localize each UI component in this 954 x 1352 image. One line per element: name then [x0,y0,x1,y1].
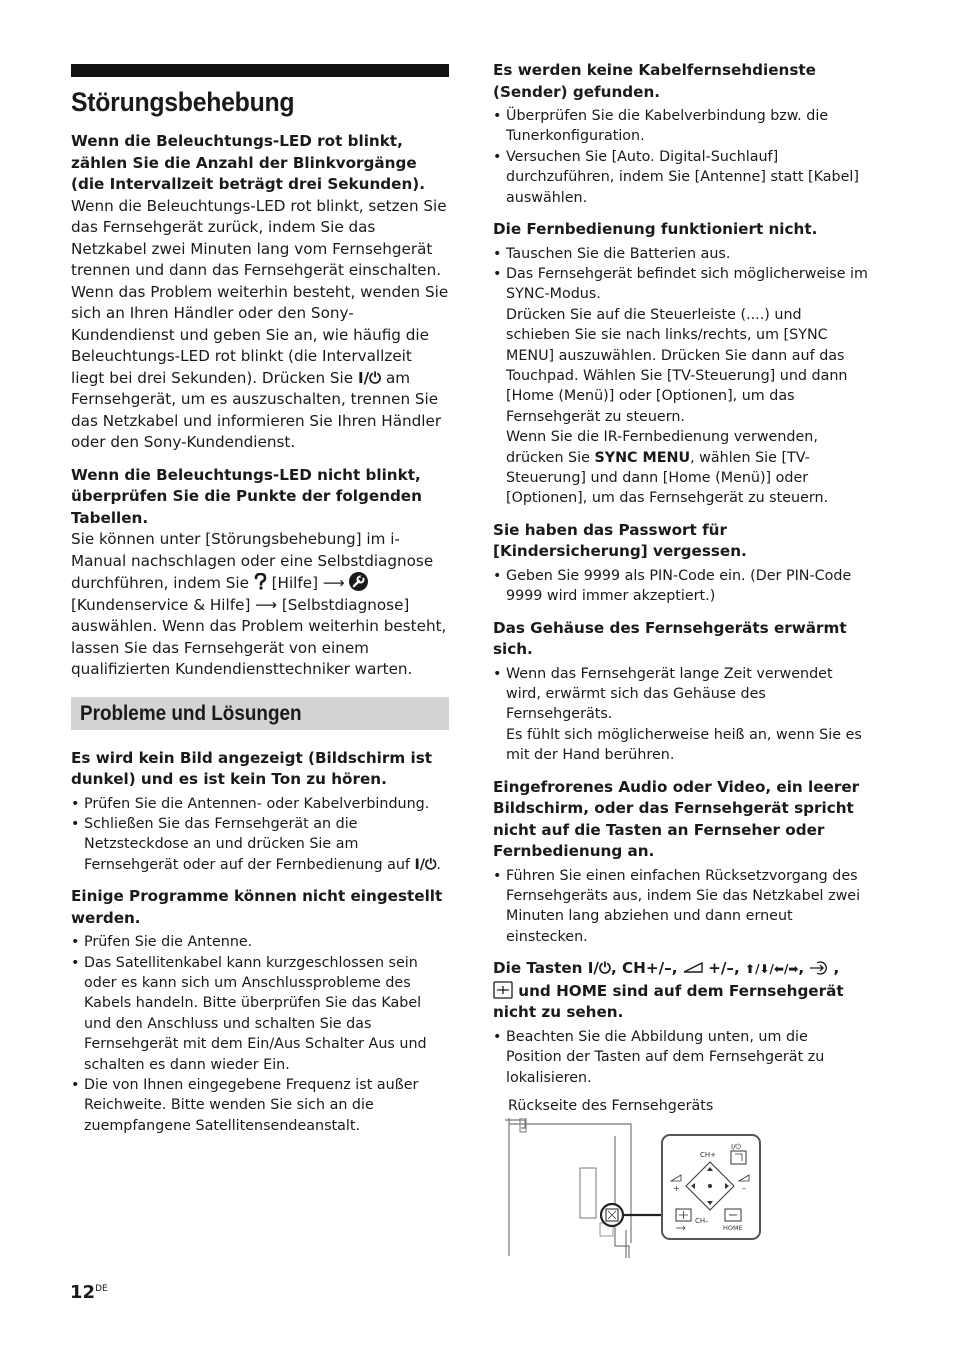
remote-list [493,244,868,509]
frozen-heading: Eingefrorenes Audio oder Video, ein leerer Bildschirm, oder das Fernsehgerät spricht nicht auf die Tasten an Fernseher oder Fernbedienung an. [493,777,860,861]
ch-plus-label: CH+ [700,1151,717,1159]
page-title: Störungsbehebung [71,87,295,117]
help-question-icon [254,573,267,590]
led-blink-paragraph-1: Wenn die Beleuchtungs-LED rot blinkt, setzen Sie das Fernsehgerät zurück, indem Sie das Netzkabel zwei Minuten lang vom Fernsehgerät trennen und dann das Fernsehgerät einschalten. [71,196,447,279]
vol-plus-label: + [673,1184,680,1193]
wrench-circle-icon [349,572,368,591]
housing-heading: Das Gehäuse des Fernsehgeräts erwärmt sich. [493,618,847,659]
remote-heading: Die Fernbedienung funktioniert nicht. [493,220,818,239]
cable-list [493,106,868,208]
section-header: Probleme und Lösungen [71,697,449,730]
housing-list [493,664,868,766]
buttons-list [493,1027,868,1088]
arrows-icon: ⬆/⬇/⬅/➡ [745,962,799,977]
list-item: • Überprüfen Sie die Kabelverbindung bzw. die Tunerkonfiguration. [493,106,868,147]
input-icon [809,961,833,975]
list-item: • Prüfen Sie die Antennen- oder Kabelverbindung. [71,794,449,814]
arrow-right-icon: ⟶ [322,574,345,592]
right-column [493,60,868,1258]
page-number: 12DE [70,1282,108,1303]
power-label: I/⏻ [731,1143,741,1151]
power-icon: I/⏻ [357,368,382,387]
led-blink-heading: Wenn die Beleuchtungs-LED rot blinkt, zählen Sie die Anzahl der Blinkvorgänge (die Intervallzeit beträgt drei Sekunden). [71,132,425,193]
arrow-right-icon: ⟶ [255,595,277,614]
list-item: • Wenn das Fernsehgerät lange Zeit verwendet wird, erwärmt sich das Gehäuse des Fernsehgeräts. Es fühlt sich möglicherweise heiß an, wenn Sie es mit der Hand berühren. [493,664,868,766]
list-item: • Geben Sie 9999 als PIN-Code ein. (Der PIN-Code 9999 wird immer akzeptiert.) [493,566,868,607]
tv-back-diagram [505,1118,780,1258]
diagram-caption: Rückseite des Fernsehgeräts [508,1098,714,1114]
vol-minus-label: – [742,1184,746,1193]
led-no-blink-heading: Wenn die Beleuchtungs-LED nicht blinkt, überprüfen Sie die Punkte der folgenden Tabellen. [71,465,422,527]
no-picture-list [71,794,449,876]
led-blink-paragraph-2: Wenn das Problem weiterhin besteht, wenden Sie sich an Ihren Händler oder den Sony-Kundendienst und geben Sie an, wie häufig die Beleuchtungs-LED rot blinkt (die Intervallzeit liegt bei drei Sekunden). Drücken Sie I/⏻ am Fernsehgerät, um es auszuschalten, trennen Sie das Netzkabel und informieren Sie Ihren Händler oder den Sony-Kundendienst. [71,282,449,451]
action-menu-icon [493,981,513,999]
ch-minus-label: CH– [695,1217,709,1225]
list-item: • Die von Ihnen eingegebene Frequenz ist außer Reichweite. Bitte wenden Sie sich an die zuempfangene Satellitensendeanstalt. [71,1075,449,1136]
cable-heading: Es werden keine Kabelfernsehdienste (Sender) gefunden. [493,61,816,101]
password-list [493,566,868,607]
no-picture-heading: Es wird kein Bild angezeigt (Bildschirm ist dunkel) und es ist kein Ton zu hören. [71,748,432,788]
list-item: • Prüfen Sie die Antenne. [71,932,449,952]
buttons-heading: Die Tasten I/⏻, CH+/–, +/–, ⬆/⬇/⬅/➡, , und HOME sind auf dem Fernsehgerät nicht zu sehen. [493,959,844,1022]
title-bar [71,64,449,77]
password-heading: Sie haben das Passwort für [Kindersicherung] vergessen. [493,520,747,561]
power-icon: I/⏻ [587,959,611,978]
programs-list [71,932,449,1136]
list-item: • Beachten Sie die Abbildung unten, um die Position der Tasten auf dem Fernsehgerät zu lokalisieren. [493,1027,868,1088]
list-item: • Schließen Sie das Fernsehgerät an die Netzsteckdose an und drücken Sie am Fernsehgerät oder auf der Fernbedienung auf I/⏻. [71,814,449,875]
frozen-list [493,866,868,948]
left-column [71,60,449,1136]
list-item: • Das Fernsehgerät befindet sich möglicherweise im SYNC-Modus. Drücken Sie auf die Steuerleiste (....) und schieben Sie sie nach links/rechts, um [SYNC MENU] auszuwählen. Drücken Sie dann auf das Touchpad. Wählen Sie [TV-Steuerung] und dann [Home (Menü)] oder [Optionen], um das Fernsehgerät zu steuern. Wenn Sie die IR-Fernbedienung verwenden, drücken Sie SYNC MENU, wählen Sie [TV-Steuerung] und dann [Home (Menü)] oder [Optionen], um das Fernsehgerät zu steuern. [493,264,868,509]
led-no-blink-paragraph: Sie können unter [Störungsbehebung] im i-Manual nachschlagen oder eine Selbstdiagnose durchführen, indem Sie [Hilfe] ⟶ [Kundenservice & Hilfe] ⟶ [Selbstdiagnose] auswählen. Wenn das Problem weiterhin besteht, lassen Sie das Fernsehgerät von einem qualifizierten Kundendiensttechniker warten. [71,530,447,678]
programs-heading: Einige Programme können nicht eingestellt werden. [71,887,443,927]
list-item: • Führen Sie einen einfachen Rücksetzvorgang des Fernsehgeräts aus, indem Sie das Netzkabel zwei Minuten lang abziehen und dann erneut einstecken. [493,866,868,948]
power-icon: I/⏻ [414,856,437,873]
home-label: HOME [723,1224,743,1232]
list-item: • Tauschen Sie die Batterien aus. [493,244,868,264]
volume-icon [683,961,703,973]
list-item: • Das Satellitenkabel kann kurzgeschlossen sein oder es kann sich um Anschlussprobleme des Kabels handeln. Bitte überprüfen Sie das Kabel und den Anschluss und schalten Sie das Fernsehgerät mit dem Ein/Aus Schalter Aus und schalten es dann wieder Ein. [71,953,449,1075]
list-item: • Versuchen Sie [Auto. Digital-Suchlauf] durchzuführen, indem Sie [Antenne] statt [Kabel] auswählen. [493,147,868,208]
